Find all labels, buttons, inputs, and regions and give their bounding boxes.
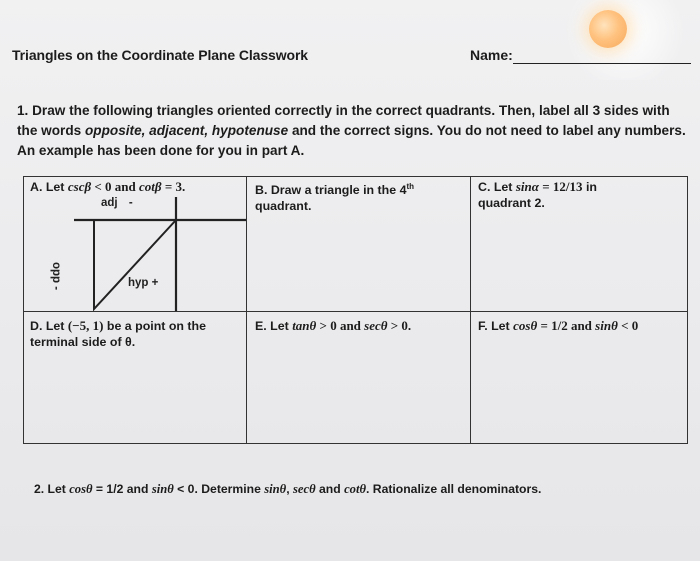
question-2-text: . Rationalize all denominators. (366, 482, 542, 496)
grid-divider-row (24, 311, 687, 312)
question-1 (17, 101, 697, 161)
hypotenuse-label (128, 277, 158, 289)
example-triangle (94, 220, 176, 309)
cell-e-func-1: tanθ (292, 318, 317, 333)
adjacent-label (101, 197, 133, 209)
cell-e-text: E. Let (255, 319, 293, 333)
cell-e-func-2: secθ (364, 318, 388, 333)
sun-reflection (589, 10, 627, 48)
camera-glare (555, 0, 695, 80)
question-1-line-3: An example has been done for you in part A. (17, 143, 305, 158)
cell-f-func-1: cosθ (513, 318, 538, 333)
cell-d-text: D. Let (30, 319, 68, 333)
opposite-label (50, 262, 62, 290)
adjacent-text: adj (101, 197, 118, 209)
cell-a-func-2: cotβ (139, 179, 162, 194)
question-1-line-2 (17, 121, 697, 141)
question-1-text: and the correct signs. You do not need to label any numbers. (288, 123, 686, 138)
cell-f-rel-2: < 0 (617, 318, 639, 333)
cell-f-prompt (478, 318, 638, 334)
question-2-rel: < 0. (173, 482, 198, 496)
cell-a-func-1: cscβ (67, 179, 92, 194)
question-2-func: sinθ (151, 482, 174, 496)
cell-e-prompt (255, 318, 411, 334)
cell-c-line-1 (478, 179, 597, 195)
question-2-target: cotθ (344, 482, 366, 496)
cell-c-text: C. Let (478, 180, 516, 194)
cell-b-prompt (255, 179, 414, 214)
question-2-text: Determine (197, 482, 265, 496)
cell-c-suffix: in (582, 180, 597, 194)
problem-grid (23, 176, 688, 444)
cell-b-line-2: quadrant. (255, 199, 312, 214)
cell-b-line-1 (255, 179, 414, 198)
cell-b-superscript: th (406, 182, 415, 191)
question-2-text: and (315, 482, 345, 496)
cell-c-line-2: quadrant 2. (478, 196, 545, 210)
question-2-text: , (286, 482, 293, 496)
question-2-text: and (123, 482, 152, 496)
grid-divider-2 (470, 177, 471, 443)
question-2-rel: = 1/2 (92, 482, 124, 496)
cell-e-rel-1: > 0 and (316, 318, 365, 333)
page-title: Triangles on the Coordinate Plane Classwork (12, 47, 308, 63)
question-1-line-1: 1. Draw the following triangles oriented correctly in the correct quadrants. Then, label all 3 sides with (17, 103, 670, 118)
opposite-sign: - (50, 286, 62, 291)
name-blank-line (513, 63, 691, 64)
cell-a-rel-1: < 0 and (91, 179, 140, 194)
name-label: Name: (470, 47, 513, 63)
example-triangle-drawing (24, 177, 246, 311)
cell-f-func-2: sinθ (595, 318, 618, 333)
cell-d-line-1 (30, 318, 206, 334)
hypotenuse-sign: + (151, 277, 159, 289)
cell-d-mid: be a point on the (103, 319, 207, 333)
cell-b-text: B. Draw a triangle in the 4 (255, 183, 407, 198)
question-2-func: cosθ (69, 482, 93, 496)
question-1-side-words: opposite, adjacent, hypotenuse (84, 123, 289, 138)
cell-d-prompt (30, 318, 206, 350)
cell-e-rel-2: > 0. (387, 318, 412, 333)
cell-c-prompt (478, 179, 597, 211)
question-2-target: sinθ (264, 482, 287, 496)
cell-d-line-2: terminal side of θ. (30, 335, 136, 349)
cell-c-func: sinα (515, 179, 539, 194)
question-1-text: the words (17, 123, 85, 138)
grid-divider-1 (246, 177, 247, 443)
cell-f-rel-1: = 1/2 and (537, 318, 596, 333)
opposite-text: opp (50, 262, 62, 284)
question-2 (34, 482, 541, 497)
cell-f-text: F. Let (478, 319, 514, 333)
question-2-target: secθ (292, 482, 316, 496)
question-2-text: 2. Let (34, 482, 70, 496)
cell-a-rel-2: = 3. (161, 179, 186, 194)
cell-d-point: (−5, 1) (67, 318, 104, 333)
adjacent-sign: - (128, 197, 133, 209)
cell-a-text: A. Let (30, 180, 68, 194)
cell-c-rel: = 12/13 (538, 179, 583, 194)
hypotenuse-text: hyp (128, 277, 149, 289)
